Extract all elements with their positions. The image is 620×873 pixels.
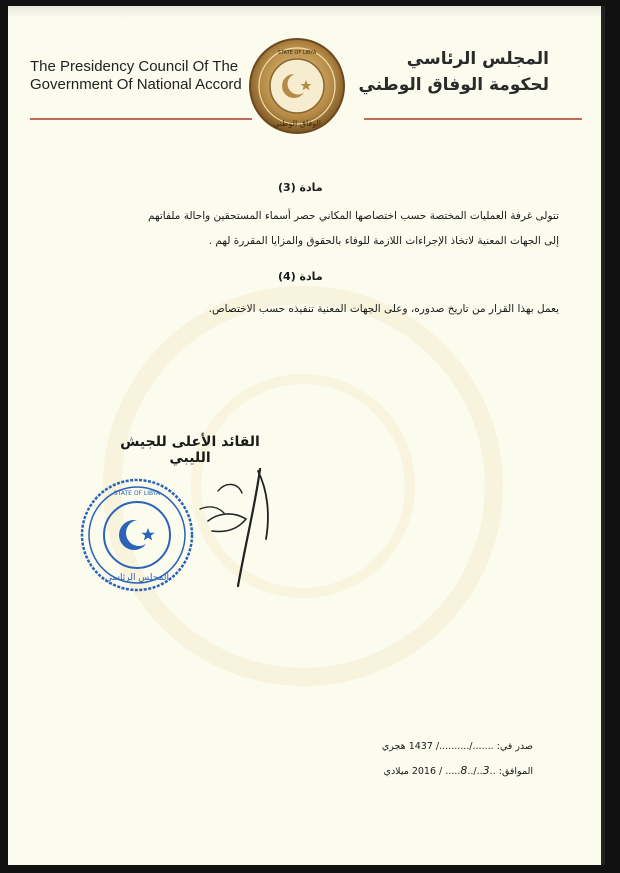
handwritten-signature: [198, 461, 288, 591]
article-4-title: مادة (4): [278, 270, 323, 283]
gold-seal-small-text: STATE OF LIBYA: [277, 50, 317, 56]
header-rule-right: [364, 118, 582, 120]
issued-date-line: صدر في: ......./........../ 1437 هجري: [381, 741, 533, 752]
article-3-line1: تتولى غرفة العمليات المختصة حسب اختصاصها المكاني حصر أسماء المستحقين واحالة ملفاتهم: [148, 210, 559, 222]
header-english: [30, 58, 242, 94]
handwritten-day: 3: [482, 764, 490, 777]
corresponding-suffix: / 2016 ميلادي: [383, 766, 443, 777]
handwritten-month: 8: [460, 764, 468, 777]
article-3-line2: إلى الجهات المعنية لاتخاذ الإجراءات اللازمة للوفاء بالحقوق والمزايا المقررة لهم .: [208, 235, 559, 247]
blue-stamp-small-text: STATE OF LIBYA: [113, 490, 161, 497]
blue-stamp-arabic-text: المجلس الرئاسي: [104, 573, 170, 583]
corresponding-date-line: الموافق: ..3../..8..... / 2016 ميلادي: [383, 764, 533, 777]
header-english-line2: Government Of National Accord: [30, 76, 242, 93]
header-english-line1: The Presidency Council Of The: [30, 58, 239, 75]
header-arabic: [359, 46, 549, 98]
header-rule-left: [30, 118, 252, 120]
article-3-title: مادة (3): [278, 181, 323, 194]
page-top-shadow: [8, 6, 601, 18]
header-arabic-line2: لحكومة الوفاق الوطني: [358, 75, 549, 95]
corresponding-prefix: الموافق:: [498, 766, 533, 777]
document-page: [8, 6, 605, 865]
gold-seal-icon: [248, 34, 346, 138]
blue-stamp-icon: [78, 476, 196, 594]
gold-seal-arabic-text: الوفاق الوطني: [272, 119, 322, 128]
article-4-line1: يعمل بهذا القرار من تاريخ صدوره، وعلى الجهات المعنية تنفيذه حسب الاختصاص.: [208, 303, 559, 315]
signatory-title: القائد الأعلى للجيش الليبي: [120, 434, 260, 466]
header-arabic-line1: المجلس الرئاسي: [406, 49, 549, 69]
